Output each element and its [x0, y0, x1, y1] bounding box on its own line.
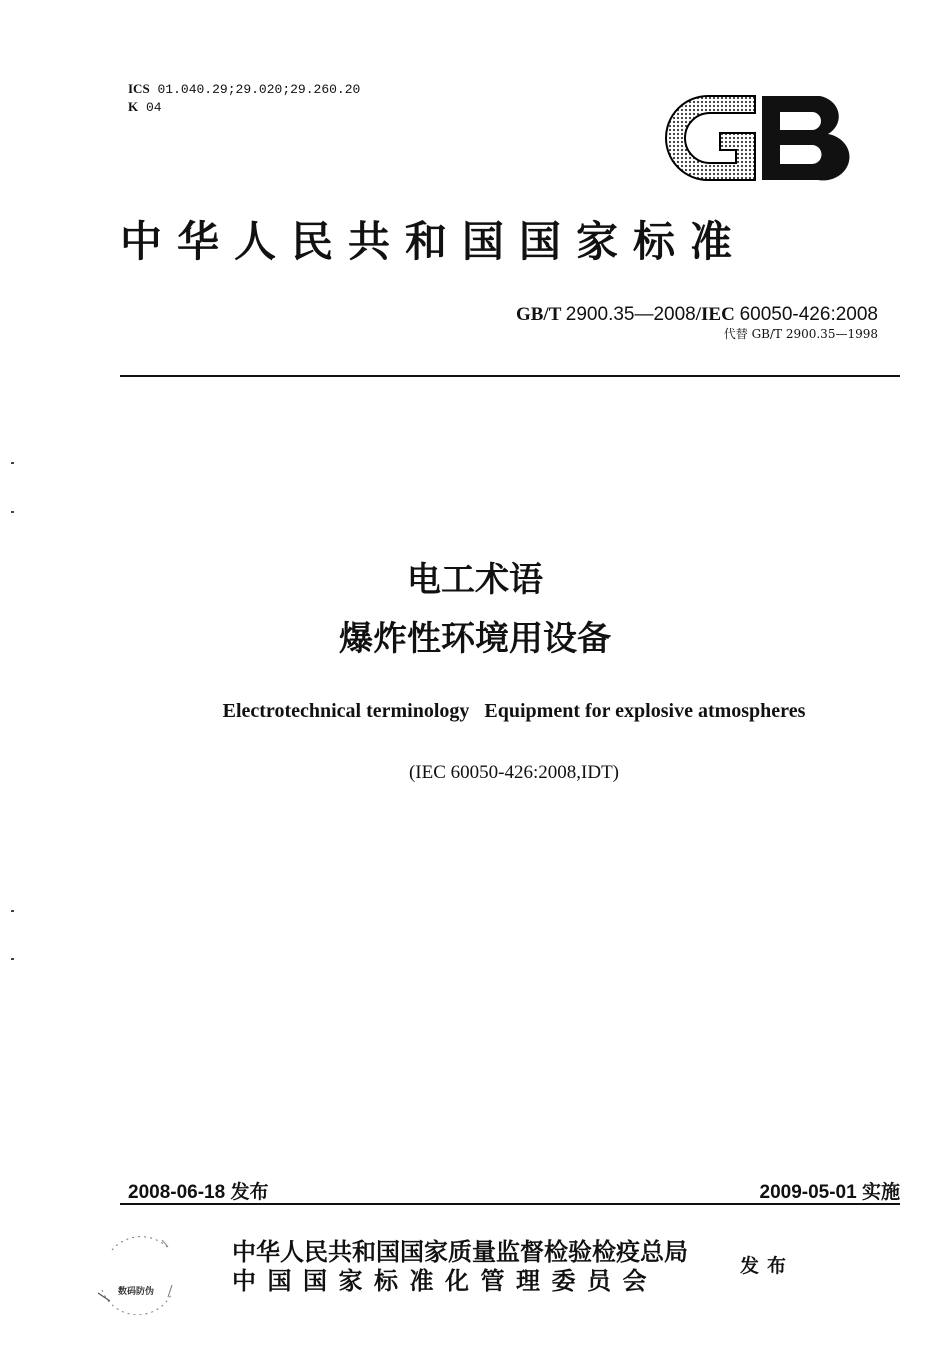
top-divider — [120, 375, 900, 377]
implementation-label: 实施 — [861, 1181, 900, 1203]
issue-date — [128, 1177, 269, 1204]
k-line — [128, 98, 360, 116]
ics-classification — [128, 80, 360, 116]
replaces-note: 代替 GB/T 2900.35—1998 — [723, 327, 878, 341]
margin-mark — [11, 958, 14, 960]
margin-mark — [11, 910, 14, 912]
standard-number-block — [516, 304, 878, 342]
standard-slash: /IEC — [695, 304, 740, 325]
chinese-title-line1: 电工术语 — [407, 560, 543, 600]
issue-date-value: 2008-06-18 — [128, 1182, 226, 1203]
ics-line — [128, 80, 360, 98]
margin-mark — [11, 462, 14, 464]
chinese-title-line2: 爆炸性环境用设备 — [339, 619, 611, 659]
issue-label: 发布 — [230, 1181, 269, 1203]
implementation-date-value: 2009-05-01 — [759, 1182, 857, 1203]
gb-logo — [660, 88, 850, 188]
bottom-divider — [120, 1203, 900, 1205]
issuer-line1: 中华人民共和国国家质量监督检验检疫总局 — [232, 1237, 688, 1266]
issuer-line2: 中国国家标准化管理委员会 — [232, 1266, 658, 1295]
standard-number — [516, 304, 878, 326]
ics-label: ICS — [128, 81, 150, 96]
anti-counterfeit-stamp — [92, 1235, 187, 1315]
ics-codes: 01.040.29;29.020;29.260.20 — [157, 82, 361, 97]
stamp-text: 数码防伪 — [118, 1287, 155, 1297]
english-title: Electrotechnical terminology Equipment for explosive atmospheres — [222, 700, 806, 722]
iec-number: 60050-426:2008 — [739, 304, 878, 325]
standard-prefix: GB/T — [515, 304, 566, 325]
k-code: 04 — [145, 100, 162, 115]
standard-number-value: 2900.35—2008 — [565, 304, 696, 325]
publish-label: 发布 — [740, 1255, 795, 1277]
implementation-date — [760, 1177, 901, 1204]
margin-mark — [11, 511, 14, 513]
k-label: K — [128, 99, 139, 114]
national-standard-title: 中华人民共和国国家标准 — [120, 217, 748, 266]
iec-equivalence: (IEC 60050-426:2008,IDT) — [408, 762, 620, 783]
